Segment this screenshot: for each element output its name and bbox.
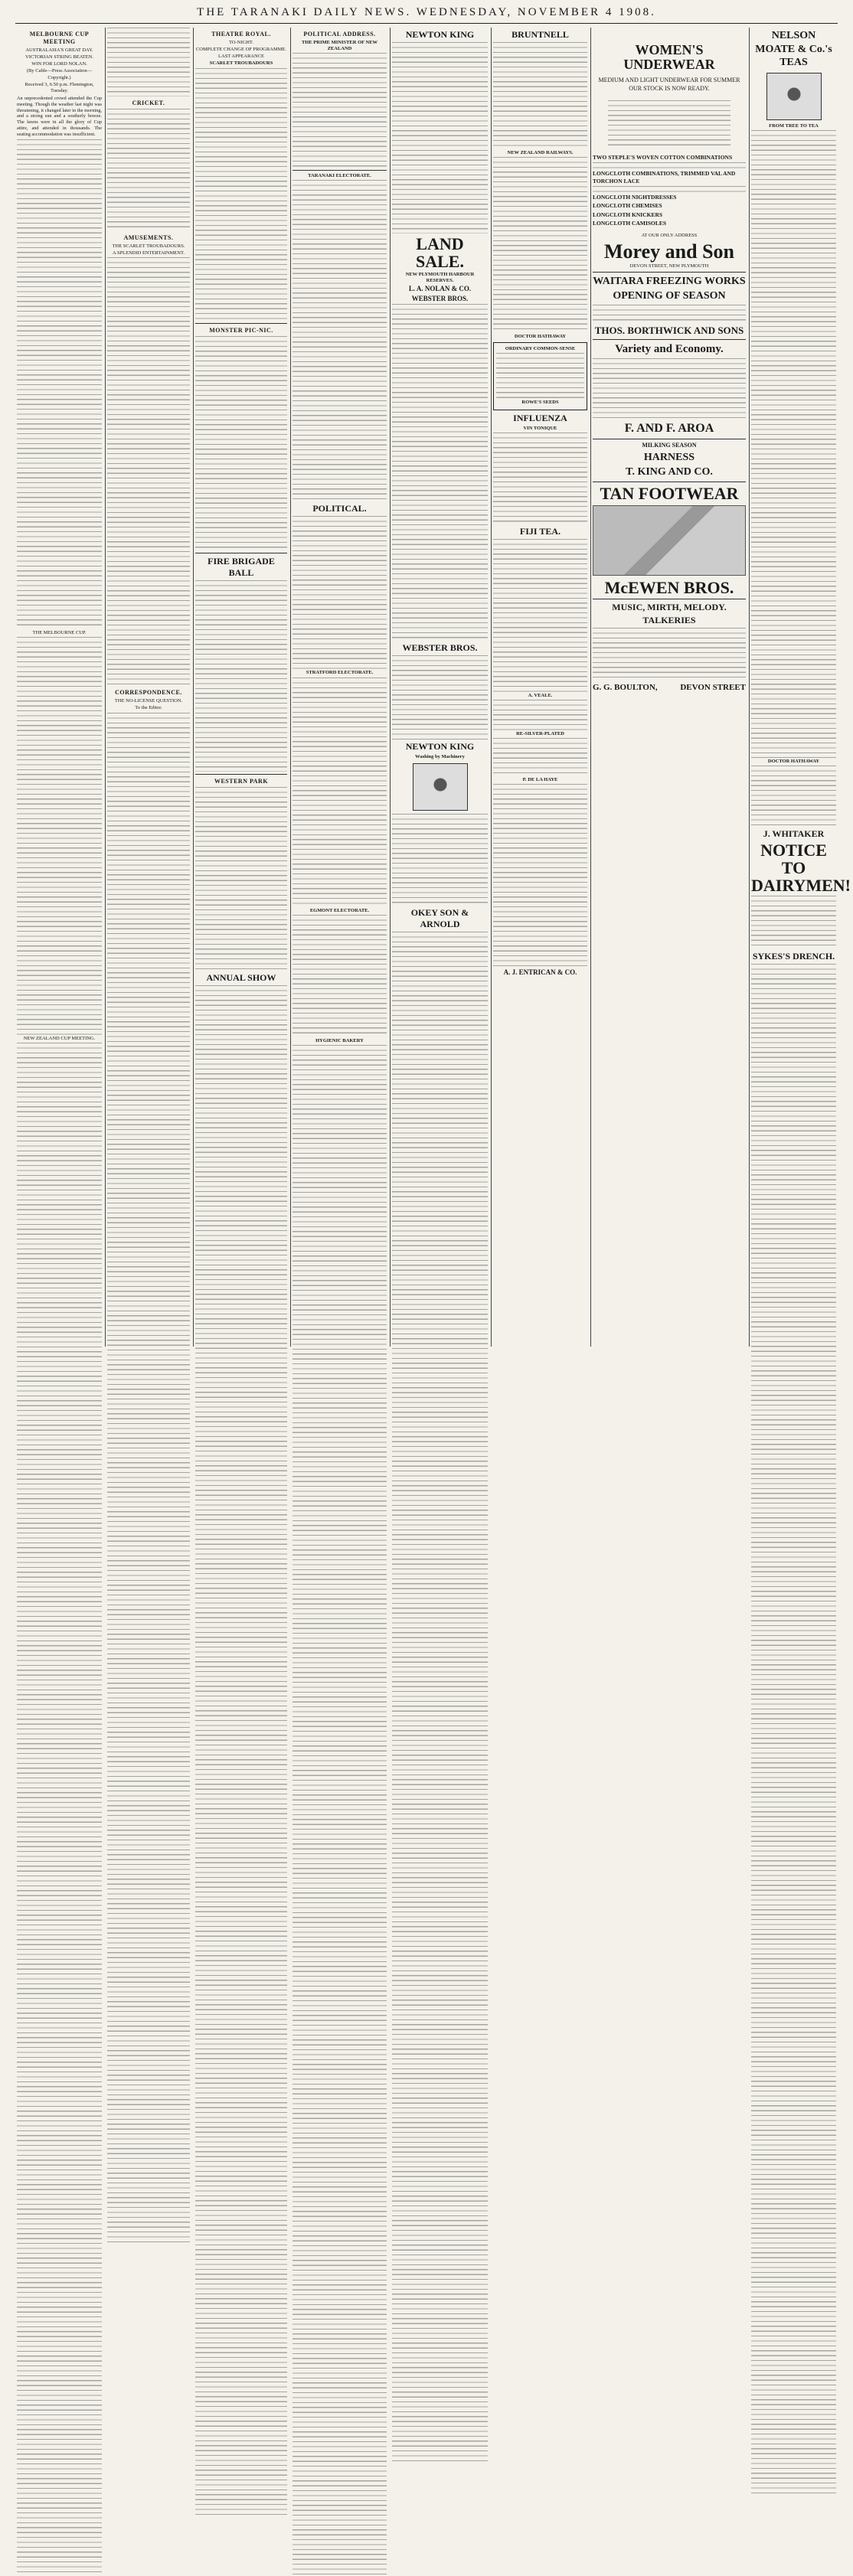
ad-variety-economy: Variety and Economy. xyxy=(615,343,724,356)
divider xyxy=(195,323,287,324)
article-text-lines xyxy=(107,257,190,686)
price-line: LONGCLOTH CAMISOLES xyxy=(593,220,667,227)
ad-notice-to-dairymen: NOTICE TO DAIRYMEN! xyxy=(751,840,851,895)
ad-line: A. VEALE. xyxy=(528,692,553,698)
tea-illustration xyxy=(766,73,822,120)
ad-whitaker: J. WHITAKER xyxy=(763,828,825,839)
divider xyxy=(593,272,746,273)
ad-line: DOCTOR HATHAWAY xyxy=(767,758,820,764)
ad-text-lines xyxy=(493,157,587,333)
ad-text-lines xyxy=(593,305,746,323)
article-text-lines xyxy=(17,1043,102,2574)
footwear-illustration xyxy=(593,505,746,576)
ad-talkeries: TALKERIES xyxy=(642,615,696,626)
ad-line: TARANAKI ELECTORATE. xyxy=(308,173,371,179)
ad-text-lines xyxy=(392,655,488,739)
ad-text-lines xyxy=(496,353,584,399)
ad-fire-brigade-ball: FIRE BRIGADE BALL xyxy=(208,555,275,578)
ad-line: NEW PLYMOUTH HARBOUR RESERVES. xyxy=(405,272,475,284)
ad-line: MEDIUM AND LIGHT UNDERWEAR FOR SUMMER xyxy=(598,76,740,83)
ad-newton-king: NEWTON KING xyxy=(405,29,475,40)
article-text-lines xyxy=(107,28,190,96)
subhead: AUSTRALASIA'S GREAT DAY. xyxy=(25,47,93,53)
classified-text-lines xyxy=(751,766,836,827)
ad-text-lines xyxy=(751,964,836,2495)
ad-theatre-royal: THEATRE ROYAL. xyxy=(211,31,271,38)
headline-correspondence: CORRESPONDENCE. xyxy=(115,689,182,697)
washing-machine-illustration xyxy=(413,763,468,811)
subhead: A SPLENDID ENTERTAINMENT. xyxy=(112,250,185,256)
ad-line: ROWE'S SEEDS xyxy=(521,400,559,406)
ad-line: G. G. BOULTON, xyxy=(593,683,658,693)
ad-western-park: WESTERN PARK xyxy=(214,777,269,785)
ad-line: DEVON STREET xyxy=(680,683,746,693)
ad-text-lines xyxy=(608,100,730,146)
price-list xyxy=(593,162,746,168)
column-political xyxy=(290,28,388,1347)
subhead: NEW ZEALAND CUP MEETING. xyxy=(23,1036,96,1042)
ad-line: DEVON STREET, NEW PLYMOUTH xyxy=(629,263,709,269)
ad-text-lines xyxy=(493,784,587,968)
price-line: TWO STEPLE'S WOVEN COTTON COMBINATIONS xyxy=(593,153,733,161)
column-theatre-ads xyxy=(193,28,289,1347)
ad-fiji-tea: FIJI TEA. xyxy=(519,525,561,537)
ad-nelson-moate-teas: NELSON MOATE & Co.'s TEAS xyxy=(755,30,832,68)
ad-line: P. DE LA HAYE xyxy=(522,776,558,782)
ad-text-lines xyxy=(493,738,587,776)
ad-text-lines xyxy=(293,180,387,501)
price-line: LONGCLOTH CHEMISES xyxy=(593,202,662,210)
ad-line: FROM TREE TO TEA xyxy=(769,122,819,129)
ad-line: EGMONT ELECTORATE. xyxy=(309,907,370,913)
ad-text-lines xyxy=(392,932,488,2463)
ad-line: STRATFORD ELECTORATE. xyxy=(306,670,374,676)
column-notices xyxy=(491,28,589,1347)
headline-melbourne-cup: MELBOURNE CUP MEETING xyxy=(29,31,90,45)
price-list xyxy=(593,186,746,192)
ad-line: SCARLET TROUBADOURS xyxy=(209,60,273,67)
ad-newton-king-2: NEWTON KING xyxy=(405,740,475,752)
ad-text-lines xyxy=(493,539,587,692)
ad-line: TO-NIGHT. xyxy=(228,40,254,45)
subhead: To the Editor. xyxy=(135,705,162,711)
ad-line: ORDINARY COMMON-SENSE xyxy=(505,346,576,352)
ad-railways: NEW ZEALAND RAILWAYS. xyxy=(507,150,574,155)
column-display-ads xyxy=(590,28,747,1347)
column-tea-dairy xyxy=(749,28,851,1347)
headline-cricket: CRICKET. xyxy=(132,100,165,106)
ad-text-lines xyxy=(293,1045,387,2576)
ad-text-lines xyxy=(195,985,287,2516)
ad-line: COMPLETE CHANGE OF PROGRAMME. xyxy=(195,47,287,53)
ad-t-king: T. KING AND CO. xyxy=(626,466,713,478)
ad-line: THE PRIME MINISTER OF NEW ZEALAND xyxy=(301,40,378,52)
article-text-lines xyxy=(107,713,190,2244)
ad-mcewen-bros: McEWEN BROS. xyxy=(604,578,734,598)
article-text-lines xyxy=(17,139,102,629)
ad-text-lines xyxy=(392,42,488,233)
ad-line: LAST APPEARANCE xyxy=(217,54,265,60)
headline-political: POLITICAL. xyxy=(312,503,367,514)
ad-line: HYGIENIC BAKERY xyxy=(315,1037,364,1043)
ad-line: WEBSTER BROS. xyxy=(411,294,469,302)
ad-bruntnell: BRUNTNELL xyxy=(511,29,569,40)
ad-land-sale: LAND SALE. xyxy=(416,234,464,272)
divider xyxy=(593,339,746,340)
ad-harness: HARNESS xyxy=(643,451,695,463)
ad-text-lines xyxy=(493,42,587,149)
ad-political-address: POLITICAL ADDRESS. xyxy=(303,31,376,38)
ad-monster-picnic: MONSTER PIC-NIC. xyxy=(209,326,273,334)
ad-borthwick: THOS. BORTHWICK AND SONS xyxy=(594,324,744,336)
ad-text-lines xyxy=(593,628,746,681)
subhead: THE MELBOURNE CUP. xyxy=(32,629,87,635)
article-body: An unprecedented crowd attended the Cup meeting. Though the weather last night was threatening, it changed later in the morning, and a strong sun and a southerly breeze. The lawns were in all the glory of Cup attire, and attended in thousands. The seating accommodation was insufficient. xyxy=(17,95,102,138)
divider xyxy=(195,774,287,775)
subhead: THE NO-LICENSE QUESTION. xyxy=(114,698,183,704)
ad-text-lines xyxy=(293,516,387,669)
ad-line: VIN TONIQUE xyxy=(523,425,557,431)
ad-text-lines xyxy=(195,336,287,550)
column-land-sales xyxy=(390,28,489,1347)
ad-line: L. A. NOLAN & CO. xyxy=(408,285,472,293)
ad-line: AT OUR ONLY ADDRESS xyxy=(641,233,698,239)
subhead: THE SCARLET TROUBADOURS. xyxy=(112,243,185,249)
ad-text-lines xyxy=(593,358,746,420)
ad-text-lines xyxy=(392,814,488,906)
ad-okey-son-arnold: OKEY SON & ARNOLD xyxy=(410,907,469,930)
ad-text-lines xyxy=(493,433,587,524)
ad-text-lines xyxy=(195,787,287,971)
column-sport xyxy=(15,28,103,1347)
article-text-lines xyxy=(17,637,102,1035)
classified-text-lines xyxy=(751,130,836,758)
ad-box-rowes-seeds xyxy=(493,342,587,410)
dateline: Received 3, 6.50 p.m. Flemington, Tuesday. xyxy=(25,81,94,93)
subhead: WIN FOR LORD NOLAN. xyxy=(31,61,87,67)
ad-womens-underwear: WOMEN'S UNDERWEAR xyxy=(623,42,715,72)
press-credit: (By Cable—Press Association—Copyright.) xyxy=(26,68,93,80)
ad-text-lines xyxy=(195,68,287,321)
ad-tan-footwear: TAN FOOTWEAR xyxy=(600,483,739,503)
price-line: LONGCLOTH COMBINATIONS, TRIMMED VAL AND TORCHON LACE xyxy=(593,170,736,184)
ad-line: RE-SILVER-PLATED xyxy=(516,730,564,736)
ad-boulton-footer xyxy=(593,683,746,694)
divider xyxy=(293,170,387,171)
ad-text-lines xyxy=(392,304,488,641)
ad-music-mirth-melody: MUSIC, MIRTH, MELODY. xyxy=(612,602,727,613)
ad-line: OUR STOCK IS NOW READY. xyxy=(629,84,710,92)
price-line: LONGCLOTH KNICKERS xyxy=(593,211,663,218)
ad-webster-bros: WEBSTER BROS. xyxy=(402,642,478,653)
column-cricket-amusements xyxy=(105,28,191,1347)
ad-text-lines xyxy=(195,580,287,772)
newspaper-masthead: THE TARANAKI DAILY NEWS. WEDNESDAY, NOVEMBER 4 1908. xyxy=(15,6,838,24)
ad-text-lines xyxy=(493,700,587,730)
headline-amusements: AMUSEMENTS. xyxy=(123,234,174,241)
ad-morey-and-son: Morey and Son xyxy=(604,240,734,263)
ad-text-lines xyxy=(751,896,836,949)
ad-sykes-drench: SYKES'S DRENCH. xyxy=(752,951,835,962)
ad-annual-show: ANNUAL SHOW xyxy=(206,971,276,983)
ad-milking-season: MILKING SEASON xyxy=(642,441,697,449)
price-line: LONGCLOTH NIGHTDRESSES xyxy=(593,193,677,201)
subhead: VICTORIAN STRING BEATEN. xyxy=(25,54,93,60)
ad-text-lines xyxy=(293,677,387,907)
ad-waitara-freezing-works: WAITARA FREEZING WORKS xyxy=(593,275,746,287)
ad-line: A. J. ENTRICAN & CO. xyxy=(503,968,577,976)
ad-influenza: INFLUENZA xyxy=(513,412,567,423)
ad-line: Washing by Machinery xyxy=(415,753,465,759)
ad-text-lines xyxy=(293,53,387,168)
ad-text-lines xyxy=(293,915,387,1037)
ad-line: OPENING OF SEASON xyxy=(613,290,726,302)
article-text-lines xyxy=(107,109,190,231)
ad-aroa: F. AND F. AROA xyxy=(624,421,714,435)
ad-line: DOCTOR HATHAWAY xyxy=(514,334,567,340)
